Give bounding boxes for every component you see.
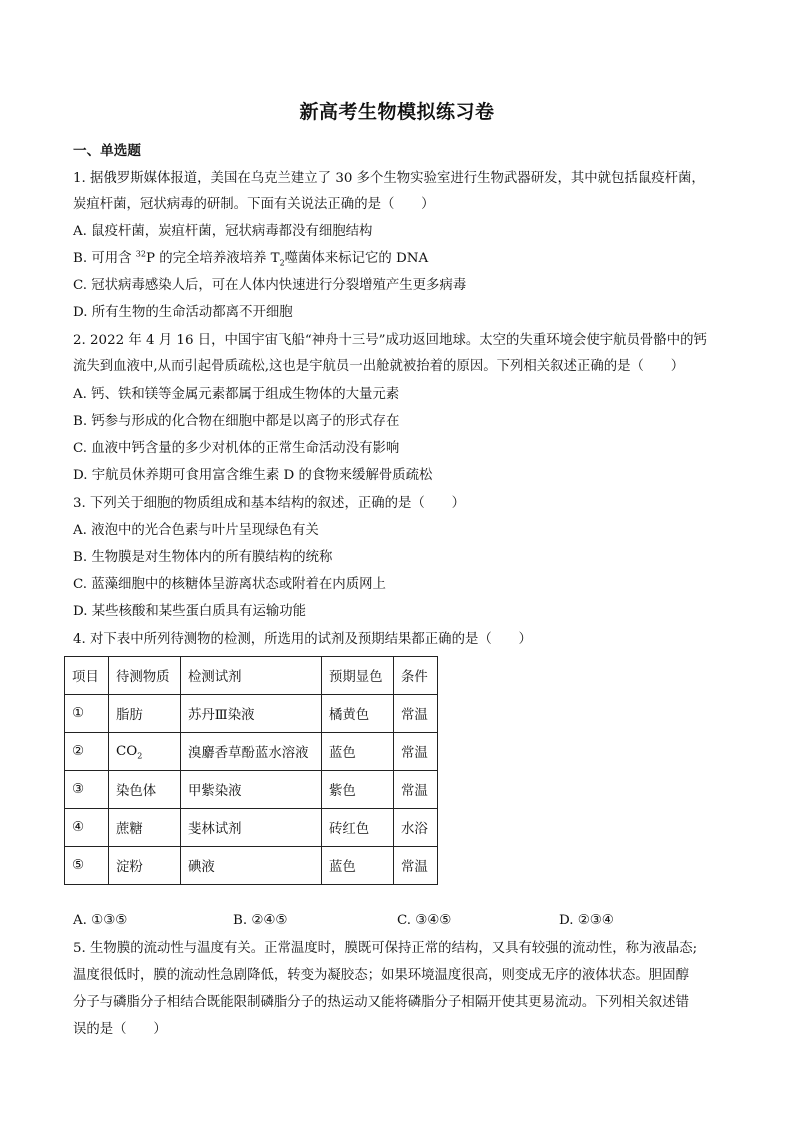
table-cell: 蓝色 <box>322 847 394 885</box>
table-cell: 蔗糖 <box>109 809 181 847</box>
q3-option-a: A. 液泡中的光合色素与叶片呈现绿色有关 <box>73 523 319 538</box>
q2-option-d: D. 宇航员休养期可食用富含维生素 D 的食物来缓解骨质疏松 <box>73 468 433 483</box>
q4-option-b: B. ②④⑤ <box>233 913 288 928</box>
table-cell: 淀粉 <box>109 847 181 885</box>
table-row <box>65 733 438 771</box>
table-cell: 紫色 <box>322 771 394 809</box>
table-row <box>65 695 438 733</box>
q3-option-b: B. 生物膜是对生物体内的所有膜结构的统称 <box>73 550 333 565</box>
co2-subscript: 2 <box>137 751 143 761</box>
q3-stem: 3. 下列关于细胞的物质组成和基本结构的叙述，正确的是（ ） <box>73 496 465 511</box>
q4-option-c: C. ③④⑤ <box>397 913 452 928</box>
table-cell: 蓝色 <box>322 733 394 771</box>
table-cell: ② <box>65 733 109 771</box>
table-cell: ④ <box>65 809 109 847</box>
table-cell: 脂肪 <box>109 695 181 733</box>
q1-option-b <box>73 250 428 268</box>
q4-table <box>64 656 438 885</box>
q3-option-c: C. 蓝藻细胞中的核糖体呈游离状态或附着在内质网上 <box>73 577 386 592</box>
q4-stem: 4. 对下表中所列待测物的检测，所选用的试剂及预期结果都正确的是（ ） <box>73 632 532 647</box>
table-cell: 常温 <box>394 771 438 809</box>
section-heading: 一、单选题 <box>73 143 141 159</box>
q1-option-a: A. 鼠疫杆菌，炭疽杆菌，冠状病毒都没有细胞结构 <box>73 224 373 239</box>
q1-option-b-sub: 2 <box>279 258 285 268</box>
q1-stem-line1: 1. 据俄罗斯媒体报道，美国在乌克兰建立了 30 多个生物实验室进行生物武器研发，其中就包括鼠疫杆菌， <box>73 171 705 186</box>
table-cell: 砖红色 <box>322 809 394 847</box>
q5-stem-line1: 5. 生物膜的流动性与温度有关。正常温度时，膜既可保持正常的结构，又具有较强的流动性，称为液晶态; <box>73 941 698 956</box>
q2-stem-line1: 2. 2022 年 4 月 16 日，中国宇宙飞船“神舟十三号”成功返回地球。太空的失重环境会使宇航员骨骼中的钙 <box>73 333 707 348</box>
q5-stem-line2: 温度很低时，膜的流动性急剧降低，转变为凝胶态；如果环境温度很高，则变成无序的液体状态。胆固醇 <box>73 968 689 983</box>
table-row <box>65 771 438 809</box>
table-cell: 斐林试剂 <box>181 809 322 847</box>
q5-stem-line3: 分子与磷脂分子相结合既能限制磷脂分子的热运动又能将磷脂分子相隔开使其更易流动。下列相关叙述错 <box>73 995 689 1010</box>
table-cell: 水浴 <box>394 809 438 847</box>
co2-text: CO <box>116 744 138 759</box>
table-row <box>65 847 438 885</box>
table-cell: 溴麝香草酚蓝水溶液 <box>181 733 322 771</box>
table-header-cell: 待测物质 <box>109 657 181 695</box>
table-cell: ③ <box>65 771 109 809</box>
table-header-cell: 项目 <box>65 657 109 695</box>
table-cell: 碘液 <box>181 847 322 885</box>
table-cell: 苏丹Ⅲ染液 <box>181 695 322 733</box>
q4-option-d: D. ②③④ <box>559 913 614 928</box>
q1-option-b-post: 噬菌体来标记它的 DNA <box>284 251 429 266</box>
q1-option-b-mid: P 的完全培养液培养 T <box>145 251 280 266</box>
table-cell: 常温 <box>394 847 438 885</box>
page-title: 新高考生物模拟练习卷 <box>299 101 495 123</box>
q2-option-a: A. 钙、铁和镁等金属元素都属于组成生物体的大量元素 <box>73 387 400 402</box>
table-cell: 橘黄色 <box>322 695 394 733</box>
table-cell: 染色体 <box>109 771 181 809</box>
table-header-row <box>65 657 438 695</box>
q2-option-c: C. 血液中钙含量的多少对机体的正常生命活动没有影响 <box>73 441 400 456</box>
q2-stem-line2: 流失到血液中,从而引起骨质疏松,这也是宇航员一出舱就被抬着的原因。下列相关叙述正确的是（ ） <box>73 359 685 374</box>
table-row <box>65 809 438 847</box>
q5-stem-line4: 误的是（ ） <box>73 1022 167 1037</box>
table-cell: 甲紫染液 <box>181 771 322 809</box>
q1-option-c: C. 冠状病毒感染人后，可在人体内快速进行分裂增殖产生更多病毒 <box>73 278 467 293</box>
table-cell: ⑤ <box>65 847 109 885</box>
table-header-cell: 预期显色 <box>322 657 394 695</box>
q1-stem-line2: 炭疽杆菌，冠状病毒的研制。下面有关说法正确的是（ ） <box>73 197 435 212</box>
q3-option-d: D. 某些核酸和某些蛋白质具有运输功能 <box>73 604 307 619</box>
q1-option-b-pre: B. 可用含 <box>73 251 136 266</box>
q1-option-d: D. 所有生物的生命活动都离不开细胞 <box>73 305 293 320</box>
q4-option-a: A. ①③⑤ <box>73 913 128 928</box>
table-header-cell: 检测试剂 <box>181 657 322 695</box>
table-cell: 常温 <box>394 695 438 733</box>
q1-option-b-sup: 32 <box>135 249 146 259</box>
table-cell: 常温 <box>394 733 438 771</box>
q2-option-b: B. 钙参与形成的化合物在细胞中都是以离子的形式存在 <box>73 414 400 429</box>
table-cell: ① <box>65 695 109 733</box>
q4-answer-options <box>73 913 753 931</box>
table-cell-co2 <box>109 733 181 771</box>
table-header-cell: 条件 <box>394 657 438 695</box>
